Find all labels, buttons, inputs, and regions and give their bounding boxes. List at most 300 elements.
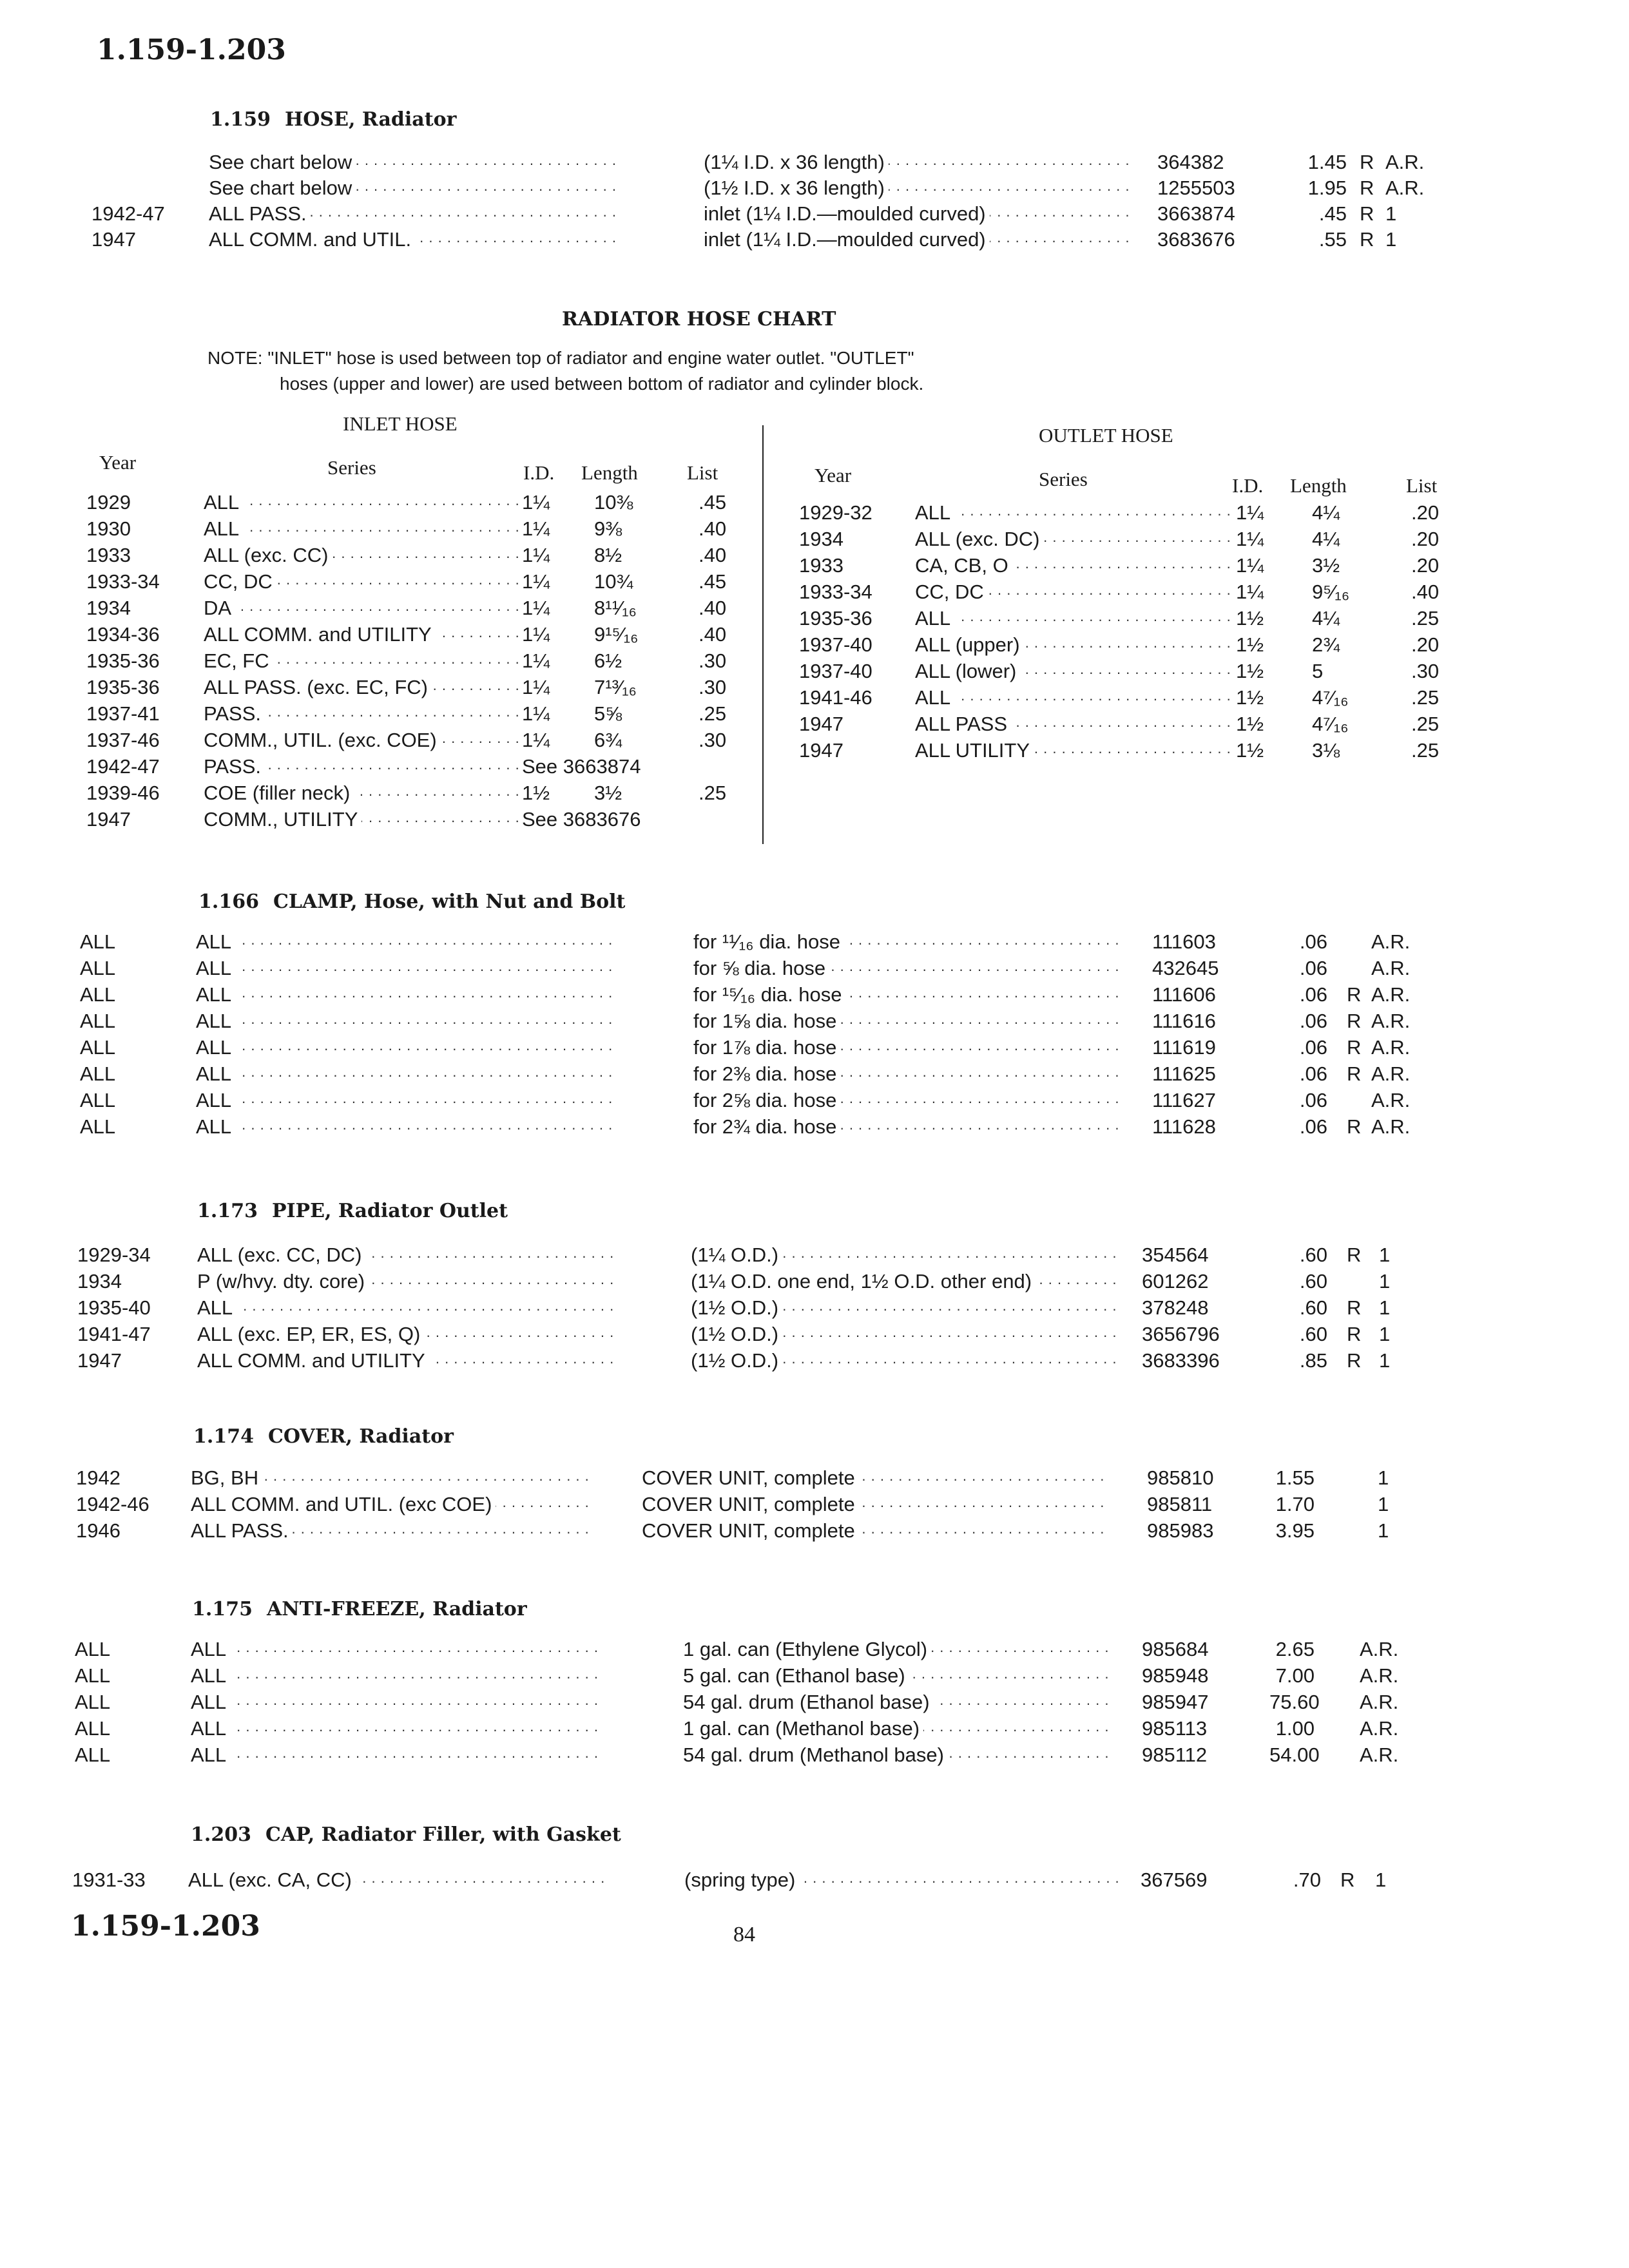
chart-year-cell: 1941-46: [799, 686, 872, 709]
chart-year-cell: 1937-40: [799, 633, 872, 656]
chart-year-cell: 1929: [86, 491, 131, 514]
part-number-cell: 985113: [1142, 1717, 1208, 1740]
chart-length-cell: 4⁷⁄₁₆: [1312, 686, 1349, 709]
description-text: for 2⅝ dia. hose: [693, 1089, 840, 1111]
quantity-cell: 1: [1379, 1349, 1391, 1372]
series-cell: [191, 1519, 593, 1542]
quantity-cell: A.R.: [1371, 930, 1411, 953]
chart-length-cell: 7¹³⁄₁₆: [594, 676, 637, 698]
chart-id-cell: 1¼: [522, 649, 550, 672]
part-number-cell: 3663874: [1157, 202, 1235, 225]
part-number-cell: 111606: [1152, 983, 1216, 1006]
part-number-cell: 354564: [1142, 1244, 1209, 1266]
section-number: 1.175: [192, 1598, 253, 1620]
chart-year-cell: 1947: [86, 808, 131, 831]
chart-year-cell: 1942-47: [86, 755, 160, 778]
chart-series-text: CC, DC: [204, 570, 276, 593]
series-cell: [209, 177, 621, 200]
description-text: (1½ O.D.): [691, 1349, 782, 1372]
quantity-cell: 1: [1385, 202, 1397, 225]
chart-id-cell: 1½: [1236, 713, 1264, 735]
chart-series-cell: [915, 554, 1231, 577]
chart-id-cell: 1¼: [522, 597, 550, 619]
series-text: ALL (exc. EP, ER, ES, Q): [197, 1323, 424, 1345]
chart-year-cell: 1929-32: [799, 501, 872, 524]
chart-length-cell: 9¹⁵⁄₁₆: [594, 623, 639, 646]
table-row: [0, 1664, 1629, 1690]
price-cell: .60: [1299, 1296, 1327, 1319]
price-cell: .60: [1299, 1244, 1327, 1266]
chart-length-cell: 9⁵⁄₁₆: [1312, 581, 1350, 603]
chart-series-cell: [915, 633, 1231, 657]
description-cell: [693, 930, 1119, 954]
chart-id-cell: 1¼: [522, 517, 550, 540]
description-text: COVER UNIT, complete: [642, 1493, 859, 1515]
year-cell: ALL: [75, 1744, 111, 1766]
description-cell: [683, 1691, 1108, 1714]
quantity-cell: A.R.: [1371, 1115, 1411, 1138]
chart-title: RADIATOR HOSE CHART: [562, 308, 836, 331]
series-cell: [196, 1089, 615, 1112]
chart-id-cell: 1¼: [1236, 501, 1264, 524]
chart-id-cell: 1¼: [1236, 581, 1264, 603]
quantity-cell: 1: [1375, 1869, 1387, 1891]
description-cell: [691, 1323, 1121, 1346]
part-number-cell: 3683396: [1142, 1349, 1220, 1372]
chart-list-cell: .40: [1411, 581, 1440, 603]
quantity-cell: 1: [1379, 1244, 1391, 1266]
part-number-cell: 111628: [1152, 1115, 1216, 1138]
part-number-cell: 985112: [1142, 1744, 1208, 1766]
price-cell: .55: [1318, 228, 1347, 251]
series-cell: [191, 1664, 603, 1687]
chart-series-cell: [915, 528, 1231, 551]
part-number-cell: 111625: [1152, 1062, 1216, 1085]
chart-series-text: PASS.: [204, 755, 265, 778]
table-row: [0, 202, 1629, 228]
renewal-cell: R: [1347, 1296, 1362, 1319]
year-cell: 1942-46: [76, 1493, 149, 1515]
section-name: COVER, Radiator: [267, 1425, 454, 1448]
page-footer-code: 1.159-1.203: [71, 1910, 260, 1943]
year-cell: 1931-33: [72, 1869, 146, 1891]
chart-series-text: ALL (exc. DC): [915, 528, 1044, 550]
renewal-cell: R: [1347, 1349, 1362, 1372]
part-number-cell: 601262: [1142, 1270, 1209, 1293]
price-cell: .45: [1318, 202, 1347, 225]
chart-series-cell: [915, 660, 1231, 683]
chart-series-text: DA: [204, 597, 235, 619]
description-cell: [704, 151, 1129, 174]
outlet-col-series: Series: [1039, 468, 1088, 490]
year-cell: ALL: [80, 1115, 116, 1138]
series-text: ALL PASS.: [209, 202, 311, 225]
series-cell: [197, 1296, 615, 1320]
chart-list-cell: .25: [1411, 739, 1440, 762]
chart-series-text: ALL (exc. CC): [204, 544, 333, 566]
price-cell: 7.00: [1275, 1664, 1315, 1687]
price-cell: 1.70: [1275, 1493, 1315, 1515]
chart-series-text: ALL PASS. (exc. EC, FC): [204, 676, 432, 698]
series-text: ALL: [197, 1296, 236, 1319]
year-cell: ALL: [75, 1664, 111, 1687]
quantity-cell: A.R.: [1385, 151, 1425, 173]
year-cell: ALL: [80, 1036, 116, 1059]
series-cell: [191, 1691, 603, 1714]
price-cell: .85: [1299, 1349, 1327, 1372]
chart-length-cell: 4¼: [1312, 607, 1340, 629]
chart-series-text: ALL: [915, 607, 954, 629]
renewal-cell: R: [1347, 1062, 1362, 1085]
chart-series-text: ALL (upper): [915, 633, 1024, 656]
quantity-cell: 1: [1379, 1270, 1391, 1293]
chart-series-text: ALL PASS: [915, 713, 1011, 735]
price-cell: 1.95: [1307, 177, 1347, 199]
description-text: (spring type): [684, 1869, 799, 1891]
series-text: ALL: [196, 1089, 235, 1111]
quantity-cell: 1: [1378, 1493, 1389, 1515]
outlet-col-length: Length: [1290, 474, 1347, 497]
part-number-cell: 378248: [1142, 1296, 1209, 1319]
series-text: ALL: [196, 1010, 235, 1032]
quantity-cell: 1: [1385, 228, 1397, 251]
series-text: ALL: [191, 1664, 230, 1687]
chart-year-cell: 1935-36: [799, 607, 872, 629]
table-row: [0, 1349, 1629, 1375]
description-cell: [693, 1115, 1119, 1139]
chart-id-cell: See 3663874: [522, 755, 641, 778]
chart-series-text: CC, DC: [915, 581, 988, 603]
series-text: ALL (exc. CC, DC): [197, 1244, 366, 1266]
quantity-cell: 1: [1378, 1519, 1389, 1542]
outlet-col-list: List: [1406, 474, 1438, 497]
series-text: BG, BH: [191, 1466, 262, 1489]
outlet-col-id: I.D.: [1232, 474, 1264, 497]
chart-series-text: ALL: [915, 686, 954, 709]
chart-length-cell: 3½: [594, 782, 622, 804]
series-cell: [196, 1062, 615, 1086]
price-cell: .06: [1299, 1115, 1327, 1138]
description-cell: [691, 1270, 1121, 1293]
chart-year-cell: 1930: [86, 517, 131, 540]
price-cell: 2.65: [1275, 1638, 1315, 1660]
chart-year-cell: 1933-34: [799, 581, 872, 603]
renewal-cell: R: [1347, 983, 1362, 1006]
chart-list-cell: .40: [699, 517, 727, 540]
table-row: [0, 1010, 1629, 1035]
chart-year-cell: 1947: [799, 739, 843, 762]
description-cell: [693, 957, 1119, 980]
section-name: HOSE, Radiator: [284, 108, 457, 131]
part-number-cell: 111616: [1152, 1010, 1216, 1032]
chart-note-line-2: hoses (upper and lower) are used between bottom of radiator and cylinder block.: [280, 374, 924, 394]
description-cell: [693, 983, 1119, 1006]
chart-series-cell: [915, 607, 1231, 630]
chart-row: [0, 808, 1629, 834]
series-cell: [191, 1466, 593, 1490]
chart-year-cell: 1934: [799, 528, 843, 550]
price-cell: 54.00: [1269, 1744, 1320, 1766]
description-cell: [691, 1296, 1121, 1320]
chart-series-text: ALL: [915, 501, 954, 524]
quantity-cell: 1: [1378, 1466, 1389, 1489]
chart-row: [0, 782, 1629, 807]
description-text: for 2⅜ dia. hose: [693, 1062, 840, 1085]
description-cell: [642, 1493, 1106, 1516]
part-number-cell: 1255503: [1157, 177, 1235, 199]
quantity-cell: A.R.: [1371, 1036, 1411, 1059]
year-cell: ALL: [80, 930, 116, 953]
section-name: PIPE, Radiator Outlet: [271, 1200, 508, 1222]
part-number-cell: 985983: [1147, 1519, 1214, 1542]
renewal-cell: R: [1360, 177, 1374, 199]
description-text: (1½ I.D. x 36 length): [704, 177, 889, 199]
year-cell: 1935-40: [77, 1296, 151, 1319]
chart-series-text: COMM., UTIL. (exc. COE): [204, 729, 441, 751]
chart-series-text: EC, FC: [204, 649, 273, 672]
year-cell: 1947: [77, 1349, 122, 1372]
series-cell: [197, 1270, 615, 1293]
chart-length-cell: 4⁷⁄₁₆: [1312, 713, 1349, 735]
section-number: 1.174: [193, 1425, 254, 1448]
description-cell: [693, 1062, 1119, 1086]
series-text: ALL: [191, 1638, 230, 1660]
description-cell: [693, 1036, 1119, 1059]
chart-series-cell: [915, 713, 1231, 736]
part-number-cell: 367569: [1141, 1869, 1208, 1891]
chart-list-cell: .25: [1411, 607, 1440, 629]
chart-list-cell: .20: [1411, 554, 1440, 577]
description-cell: [691, 1244, 1121, 1267]
price-cell: .06: [1299, 983, 1327, 1006]
year-cell: 1942: [76, 1466, 120, 1489]
renewal-cell: R: [1360, 228, 1374, 251]
description-cell: [704, 228, 1129, 251]
description-text: 5 gal. can (Ethanol base): [683, 1664, 909, 1687]
chart-year-cell: 1933: [799, 554, 843, 577]
series-cell: [197, 1349, 615, 1372]
series-text: ALL: [196, 957, 235, 979]
description-text: for ¹⁵⁄₁₆ dia. hose: [693, 983, 846, 1006]
table-row: [0, 228, 1629, 254]
outlet-hose-title: OUTLET HOSE: [1039, 424, 1173, 447]
chart-year-cell: 1937-46: [86, 729, 160, 751]
year-cell: 1946: [76, 1519, 120, 1542]
chart-id-cell: 1½: [1236, 607, 1264, 629]
description-cell: [683, 1664, 1108, 1687]
year-cell: ALL: [75, 1717, 111, 1740]
description-cell: [683, 1638, 1108, 1661]
series-cell: [196, 983, 615, 1006]
description-text: 54 gal. drum (Methanol base): [683, 1744, 948, 1766]
chart-length-cell: 2¾: [1312, 633, 1340, 656]
table-row: [0, 1323, 1629, 1349]
chart-series-cell: [915, 739, 1231, 762]
series-cell: [188, 1869, 607, 1892]
chart-length-cell: 3⅛: [1312, 739, 1340, 762]
series-text: ALL PASS.: [191, 1519, 293, 1542]
part-number-cell: 985810: [1147, 1466, 1214, 1489]
chart-series-cell: [204, 808, 519, 831]
section-title-1-174: [193, 1425, 454, 1448]
series-text: See chart below: [209, 151, 356, 173]
price-cell: 1.45: [1307, 151, 1347, 173]
part-number-cell: 111619: [1152, 1036, 1216, 1059]
chart-id-cell: 1½: [1236, 686, 1264, 709]
page-header-code: 1.159-1.203: [97, 34, 286, 66]
price-cell: 1.00: [1275, 1717, 1315, 1740]
series-cell: [197, 1323, 615, 1346]
description-text: COVER UNIT, complete: [642, 1519, 859, 1542]
price-cell: .06: [1299, 1062, 1327, 1085]
description-text: inlet (1¼ I.D.—moulded curved): [704, 202, 990, 225]
chart-list-cell: .25: [1411, 686, 1440, 709]
series-text: See chart below: [209, 177, 356, 199]
description-text: for ¹¹⁄₁₆ dia. hose: [693, 930, 844, 953]
series-text: ALL: [196, 1115, 235, 1138]
chart-list-cell: .40: [699, 544, 727, 566]
series-text: P (w/hvy. dty. core): [197, 1270, 369, 1293]
chart-year-cell: 1933-34: [86, 570, 160, 593]
chart-length-cell: 4¼: [1312, 501, 1340, 524]
chart-id-cell: 1¼: [522, 623, 550, 646]
chart-year-cell: 1934: [86, 597, 131, 619]
table-row: [0, 1691, 1629, 1716]
chart-id-cell: 1¼: [522, 676, 550, 698]
description-cell: [704, 202, 1129, 226]
series-text: ALL: [191, 1717, 230, 1740]
series-cell: [196, 1036, 615, 1059]
series-cell: [191, 1744, 603, 1767]
chart-list-cell: .30: [699, 676, 727, 698]
series-text: ALL: [191, 1744, 230, 1766]
year-cell: ALL: [80, 983, 116, 1006]
chart-list-cell: .20: [1411, 528, 1440, 550]
description-text: 1 gal. can (Ethylene Glycol): [683, 1638, 931, 1660]
quantity-cell: 1: [1379, 1323, 1391, 1345]
series-cell: [197, 1244, 615, 1267]
year-cell: ALL: [80, 1062, 116, 1085]
chart-id-cell: 1¼: [1236, 554, 1264, 577]
section-title-1-175: [192, 1598, 527, 1620]
renewal-cell: R: [1347, 1010, 1362, 1032]
chart-id-cell: 1½: [522, 782, 550, 804]
chart-series-text: COMM., UTILITY: [204, 808, 361, 831]
renewal-cell: R: [1340, 1869, 1355, 1891]
year-cell: 1941-47: [77, 1323, 151, 1345]
section-number: 1.166: [198, 890, 259, 913]
series-cell: [196, 1115, 615, 1139]
description-cell: [693, 1089, 1119, 1112]
table-row: [0, 151, 1629, 177]
part-number-cell: 432645: [1152, 957, 1219, 979]
chart-length-cell: 3½: [1312, 554, 1340, 577]
series-cell: [196, 957, 615, 980]
price-cell: .06: [1299, 930, 1327, 953]
description-text: for 1⅞ dia. hose: [693, 1036, 840, 1059]
chart-year-cell: 1937-40: [799, 660, 872, 682]
section-title-1-203: [191, 1823, 621, 1846]
chart-note-line-1: NOTE: "INLET" hose is used between top of radiator and engine water outlet. "OUTLET": [207, 348, 914, 368]
table-row: [0, 1717, 1629, 1743]
year-cell: 1929-34: [77, 1244, 151, 1266]
description-text: for 2¾ dia. hose: [693, 1115, 840, 1138]
series-text: ALL: [196, 1036, 235, 1059]
price-cell: .60: [1299, 1270, 1327, 1293]
series-cell: [209, 228, 621, 251]
table-row: [0, 1296, 1629, 1322]
chart-series-text: ALL: [204, 491, 243, 514]
inlet-col-series: Series: [327, 456, 376, 479]
part-number-cell: 3683676: [1157, 228, 1235, 251]
chart-series-text: ALL UTILITY: [915, 739, 1034, 762]
chart-id-cell: 1¼: [522, 729, 550, 751]
part-number-cell: 111627: [1152, 1089, 1216, 1111]
chart-list-cell: .25: [1411, 713, 1440, 735]
year-cell: 1934: [77, 1270, 122, 1293]
table-row: [0, 1115, 1629, 1141]
chart-series-cell: [915, 501, 1231, 524]
chart-length-cell: 5: [1312, 660, 1324, 682]
chart-id-cell: 1¼: [1236, 528, 1264, 550]
quantity-cell: A.R.: [1371, 1062, 1411, 1085]
chart-length-cell: 5⅝: [594, 702, 622, 725]
chart-list-cell: .40: [699, 623, 727, 646]
chart-year-cell: 1933: [86, 544, 131, 566]
chart-id-cell: 1¼: [522, 491, 550, 514]
description-text: (1½ O.D.): [691, 1323, 782, 1345]
chart-year-cell: 1947: [799, 713, 843, 735]
series-text: ALL COMM. and UTIL. (exc COE): [191, 1493, 496, 1515]
description-text: 1 gal. can (Methanol base): [683, 1717, 923, 1740]
year-cell: ALL: [80, 957, 116, 979]
chart-series-text: PASS.: [204, 702, 265, 725]
description-text: for 1⅝ dia. hose: [693, 1010, 840, 1032]
year-cell: ALL: [80, 1089, 116, 1111]
section-number: 1.159: [210, 108, 271, 131]
quantity-cell: A.R.: [1360, 1744, 1399, 1766]
chart-series-cell: [915, 581, 1231, 604]
chart-list-cell: .25: [699, 782, 727, 804]
quantity-cell: A.R.: [1371, 957, 1411, 979]
chart-list-cell: .20: [1411, 501, 1440, 524]
series-cell: [191, 1493, 593, 1516]
chart-length-cell: 10¾: [594, 570, 633, 593]
description-cell: [684, 1869, 1123, 1892]
series-text: ALL: [191, 1691, 230, 1713]
section-number: 1.173: [197, 1200, 258, 1222]
chart-series-text: COE (filler neck): [204, 782, 354, 804]
description-cell: [704, 177, 1129, 200]
price-cell: .70: [1293, 1869, 1321, 1891]
chart-row: [0, 501, 1629, 527]
description-text: COVER UNIT, complete: [642, 1466, 859, 1489]
chart-series-text: ALL (lower): [915, 660, 1020, 682]
table-row: [0, 1869, 1629, 1894]
inlet-col-length: Length: [581, 461, 638, 484]
series-cell: [196, 1010, 615, 1033]
renewal-cell: R: [1347, 1244, 1362, 1266]
table-row: [0, 1493, 1629, 1519]
inlet-col-year: Year: [99, 451, 137, 474]
quantity-cell: A.R.: [1360, 1717, 1399, 1740]
section-name: CLAMP, Hose, with Nut and Bolt: [273, 890, 626, 913]
chart-length-cell: 6½: [594, 649, 622, 672]
quantity-cell: 1: [1379, 1296, 1391, 1319]
section-title-1-159: [210, 108, 456, 131]
chart-length-cell: 8¹¹⁄₁₆: [594, 597, 637, 619]
part-number-cell: 985947: [1142, 1691, 1209, 1713]
